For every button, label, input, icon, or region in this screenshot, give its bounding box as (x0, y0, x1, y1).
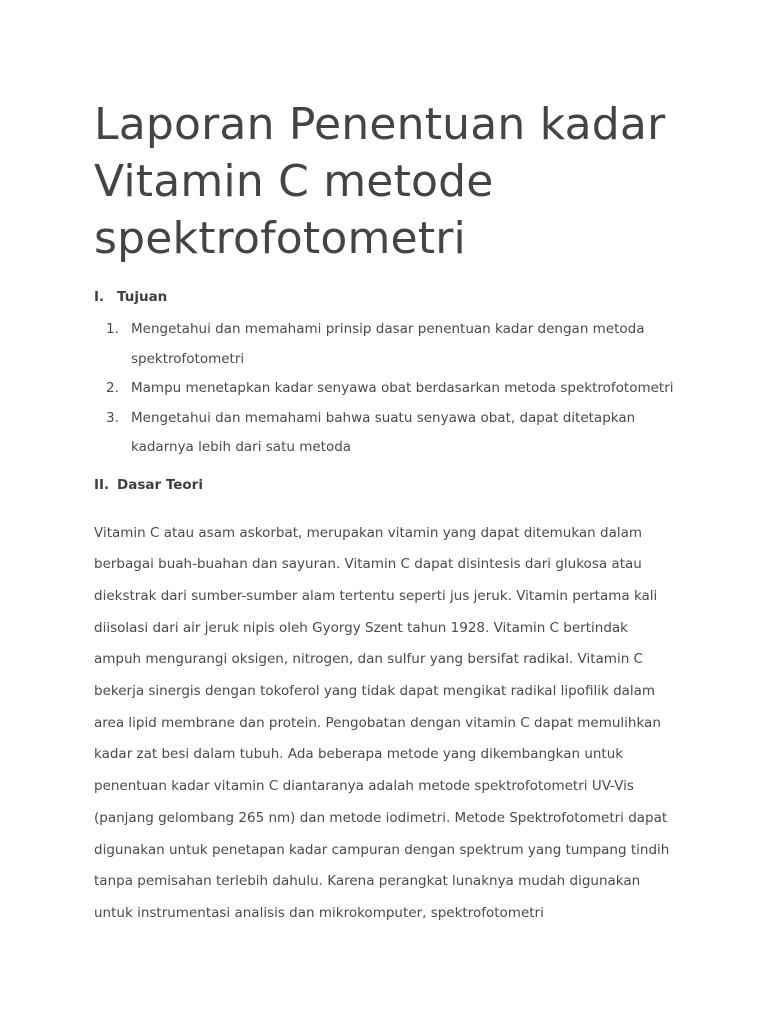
section-heading-tujuan (94, 289, 684, 305)
list-item-text: Mengetahui dan memahami bahwa suatu senyawa obat, dapat ditetapkan kadarnya lebih dari satu metoda (131, 409, 636, 455)
dasar-teori-paragraph: Vitamin C atau asam askorbat, merupakan vitamin yang dapat ditemukan dalam berbagai buah-buahan dan sayuran. Vitamin C dapat disintesis dari glukosa atau diekstrak dari sumber-sumber alam tertentu seperti jus jeruk. Vitamin pertama kali diisolasi dari air jeruk nipis oleh Gyorgy Szent tahun 1928. Vitamin C bertindak ampuh mengurangi oksigen, nitrogen, dan sulfur yang bersifat radikal. Vitamin C bekerja sinergis dengan tokoferol yang tidak dapat mengikat radikal lipofilik dalam area lipid membrane dan protein. Pengobatan dengan vitamin C dapat memulihkan kadar zat besi dalam tubuh. Ada beberapa metode yang dikembangkan untuk penentuan kadar vitamin C diantaranya adalah metode spektrofotometri UV-Vis (panjang gelombang 265 nm) dan metode iodimetri. Metode Spektrofotometri dapat digunakan untuk penetapan kadar campuran dengan spektrum yang tumpang tindih tanpa pemisahan terlebih dahulu. Karena perangkat lunaknya mudah digunakan untuk instrumentasi analisis dan mikrokomputer, spektrofotometri (94, 524, 670, 921)
list-item-text: Mengetahui dan memahami prinsip dasar penentuan kadar dengan metoda spektrofotometri (131, 321, 645, 367)
list-item (94, 374, 684, 404)
section-title: Tujuan (117, 289, 168, 305)
section-number: II. (94, 476, 110, 493)
section-title: Dasar Teori (117, 476, 203, 493)
list-item-text: Mampu menetapkan kadar senyawa obat berdasarkan metoda spektrofotometri (131, 380, 674, 396)
list-item (94, 315, 684, 374)
list-item-number: 2. (106, 380, 119, 396)
tujuan-list (94, 315, 684, 463)
list-item-number: 1. (106, 321, 119, 337)
section-heading-dasar-teori (94, 477, 684, 493)
document-title: Laporan Penentuan kadar Vitamin C metode spektrofotometri (94, 99, 666, 264)
list-item (94, 404, 684, 463)
document-page (94, 96, 684, 930)
list-item-number: 3. (106, 409, 119, 426)
section-number: I. (94, 289, 105, 305)
